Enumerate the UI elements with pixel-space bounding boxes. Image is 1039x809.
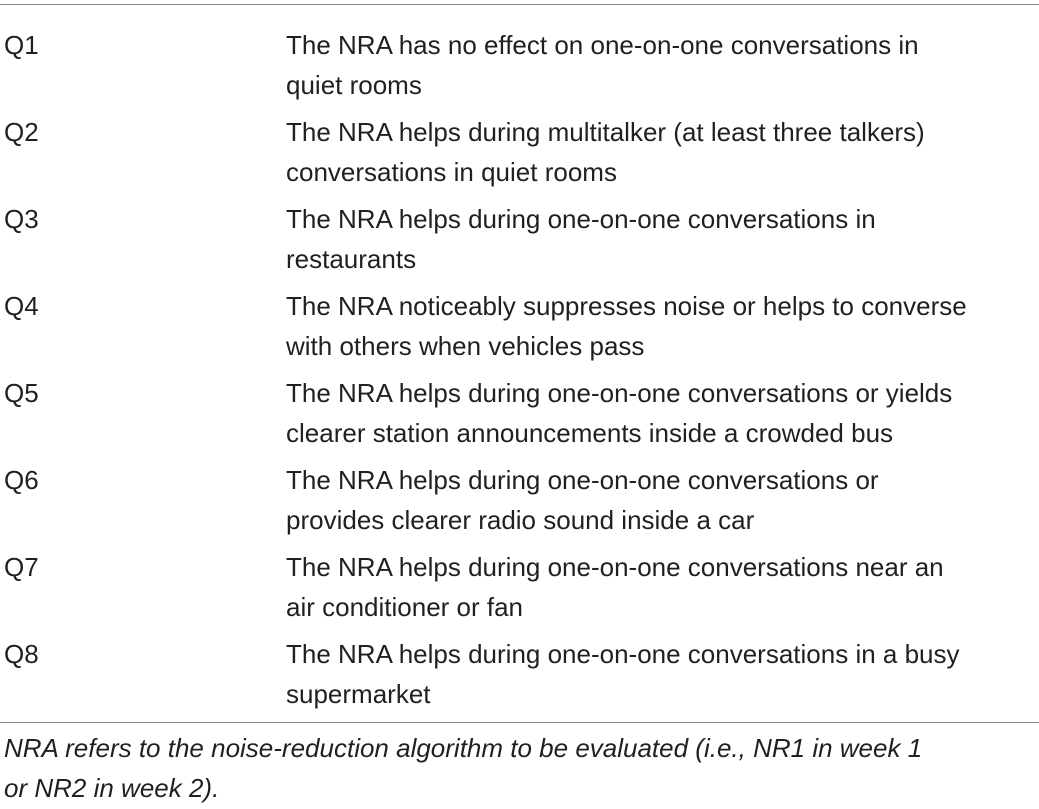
question-text-line: clearer station announcements inside a crowded bus <box>286 418 894 448</box>
question-text-line: provides clearer radio sound inside a car <box>286 505 755 535</box>
footnote-line: or NR2 in week 2). <box>4 773 220 803</box>
question-id: Q2 <box>4 117 39 147</box>
question-text-line: conversations in quiet rooms <box>286 157 617 187</box>
question-text-line: The NRA helps during one-on-one conversations in <box>286 204 876 234</box>
question-text-line: The NRA helps during one-on-one conversations near an <box>286 552 944 582</box>
table-row <box>0 373 1039 460</box>
question-id: Q5 <box>4 378 39 408</box>
table-row <box>0 199 1039 286</box>
question-id: Q1 <box>4 30 39 60</box>
question-text <box>286 460 1036 540</box>
question-id: Q3 <box>4 204 39 234</box>
question-id: Q7 <box>4 552 39 582</box>
footnote-line: NRA refers to the noise-reduction algorithm to be evaluated (i.e., NR1 in week 1 <box>4 733 923 763</box>
table-bottom-rule <box>0 722 1039 723</box>
question-text <box>286 373 1036 453</box>
question-text-line: The NRA helps during one-on-one conversations or <box>286 465 879 495</box>
question-text <box>286 286 1036 366</box>
question-text-line: The NRA helps during one-on-one conversations or yields <box>286 378 953 408</box>
table-footnote <box>4 728 1036 808</box>
question-id: Q6 <box>4 465 39 495</box>
question-text-line: air conditioner or fan <box>286 592 524 622</box>
question-text <box>286 25 1036 105</box>
table-row <box>0 634 1039 721</box>
question-text <box>286 547 1036 627</box>
question-id: Q4 <box>4 291 39 321</box>
table-row <box>0 25 1039 112</box>
question-text-line: The NRA helps during multitalker (at least three talkers) <box>286 117 925 147</box>
table-row <box>0 547 1039 634</box>
table-top-rule <box>0 4 1039 5</box>
table-row <box>0 112 1039 199</box>
question-text-line: The NRA has no effect on one-on-one conversations in <box>286 30 919 60</box>
question-text-line: with others when vehicles pass <box>286 331 645 361</box>
table-row <box>0 460 1039 547</box>
question-text <box>286 634 1036 714</box>
question-text-line: The NRA noticeably suppresses noise or helps to converse <box>286 291 967 321</box>
question-text-line: restaurants <box>286 244 417 274</box>
question-text-line: quiet rooms <box>286 70 422 100</box>
questionnaire-table <box>0 25 1039 721</box>
question-text-line: supermarket <box>286 679 431 709</box>
question-text <box>286 199 1036 279</box>
question-text <box>286 112 1036 192</box>
question-id: Q8 <box>4 639 39 669</box>
question-text-line: The NRA helps during one-on-one conversations in a busy <box>286 639 960 669</box>
table-row <box>0 286 1039 373</box>
